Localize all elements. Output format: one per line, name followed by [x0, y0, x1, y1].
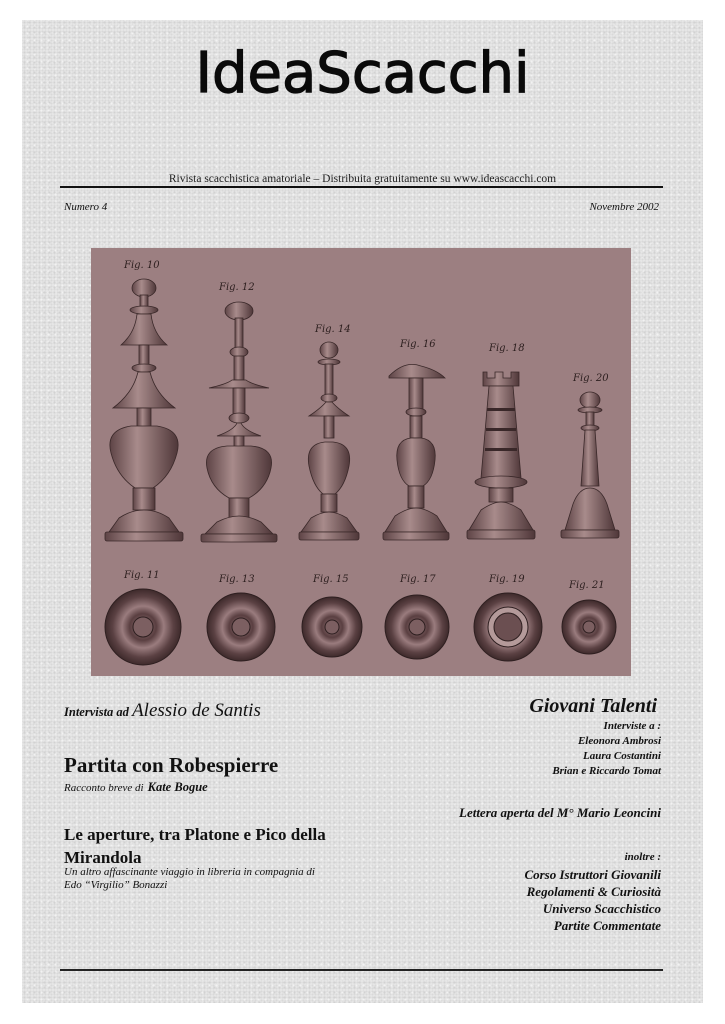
story-byline-prefix: Racconto breve di: [64, 782, 144, 794]
tagline: Rivista scacchistica amatoriale – Distribuita gratuitamente su www.ideascacchi.com: [168, 173, 557, 185]
fig-label-bottom: Fig. 21: [569, 580, 605, 591]
fig-label-top: Fig. 16: [400, 339, 436, 350]
young-talents-title: Giovani Talenti: [529, 695, 657, 717]
bottom-rule: [60, 969, 663, 971]
openings-subtitle: Un altro affascinante viaggio in libreria in compagnia di Edo “Virgilio” Bonazzi: [64, 866, 315, 891]
story-author: Kate Bogue: [147, 780, 208, 794]
interview-prefix: Intervista ad: [64, 705, 129, 719]
fig-label-bottom: Fig. 11: [124, 570, 160, 581]
fig-label-top: Fig. 14: [315, 324, 351, 335]
interviewee-name: Laura Costantini: [583, 750, 661, 762]
fig-label-bottom: Fig. 13: [219, 574, 255, 585]
interview-headline: [64, 700, 261, 722]
top-rule: [60, 186, 663, 188]
fig-label-bottom: Fig. 15: [313, 574, 349, 585]
story-title: Partita con Robespierre: [64, 753, 279, 777]
fig-label-bottom: Fig. 17: [400, 574, 436, 585]
also-inside-label: inoltre :: [624, 851, 661, 863]
fig-label-top: Fig. 18: [489, 343, 525, 354]
story-byline: [64, 780, 208, 795]
also-inside-item: Corso Istruttori Giovanili: [524, 867, 661, 882]
also-inside-item: Regolamenti & Curiosità: [526, 884, 661, 899]
chess-pieces-engraving: [91, 248, 631, 676]
also-inside-list: [524, 849, 661, 934]
young-talents-list: [552, 719, 661, 779]
cover-illustration: [91, 248, 631, 676]
young-talents-label: Interviste a :: [603, 720, 661, 732]
also-inside-item: Partite Commentate: [553, 918, 661, 933]
interview-name: Alessio de Santis: [132, 700, 261, 721]
openings-title: Le aperture, tra Platone e Pico della Mirandola: [64, 825, 326, 867]
fig-label-bottom: Fig. 19: [489, 574, 525, 585]
issue-date: Novembre 2002: [589, 201, 659, 213]
interviewee-name: Brian e Riccardo Tomat: [552, 765, 661, 777]
interviewee-name: Eleonora Ambrosi: [577, 735, 661, 747]
issue-number: Numero 4: [64, 201, 108, 213]
fig-label-top: Fig. 12: [219, 282, 255, 293]
open-letter-headline: Lettera aperta del M° Mario Leoncini: [459, 805, 661, 820]
masthead-title: IdeaScacchi: [195, 41, 530, 106]
also-inside-item: Universo Scacchistico: [542, 901, 661, 916]
fig-label-top: Fig. 20: [573, 373, 609, 384]
fig-label-top: Fig. 10: [124, 260, 160, 271]
